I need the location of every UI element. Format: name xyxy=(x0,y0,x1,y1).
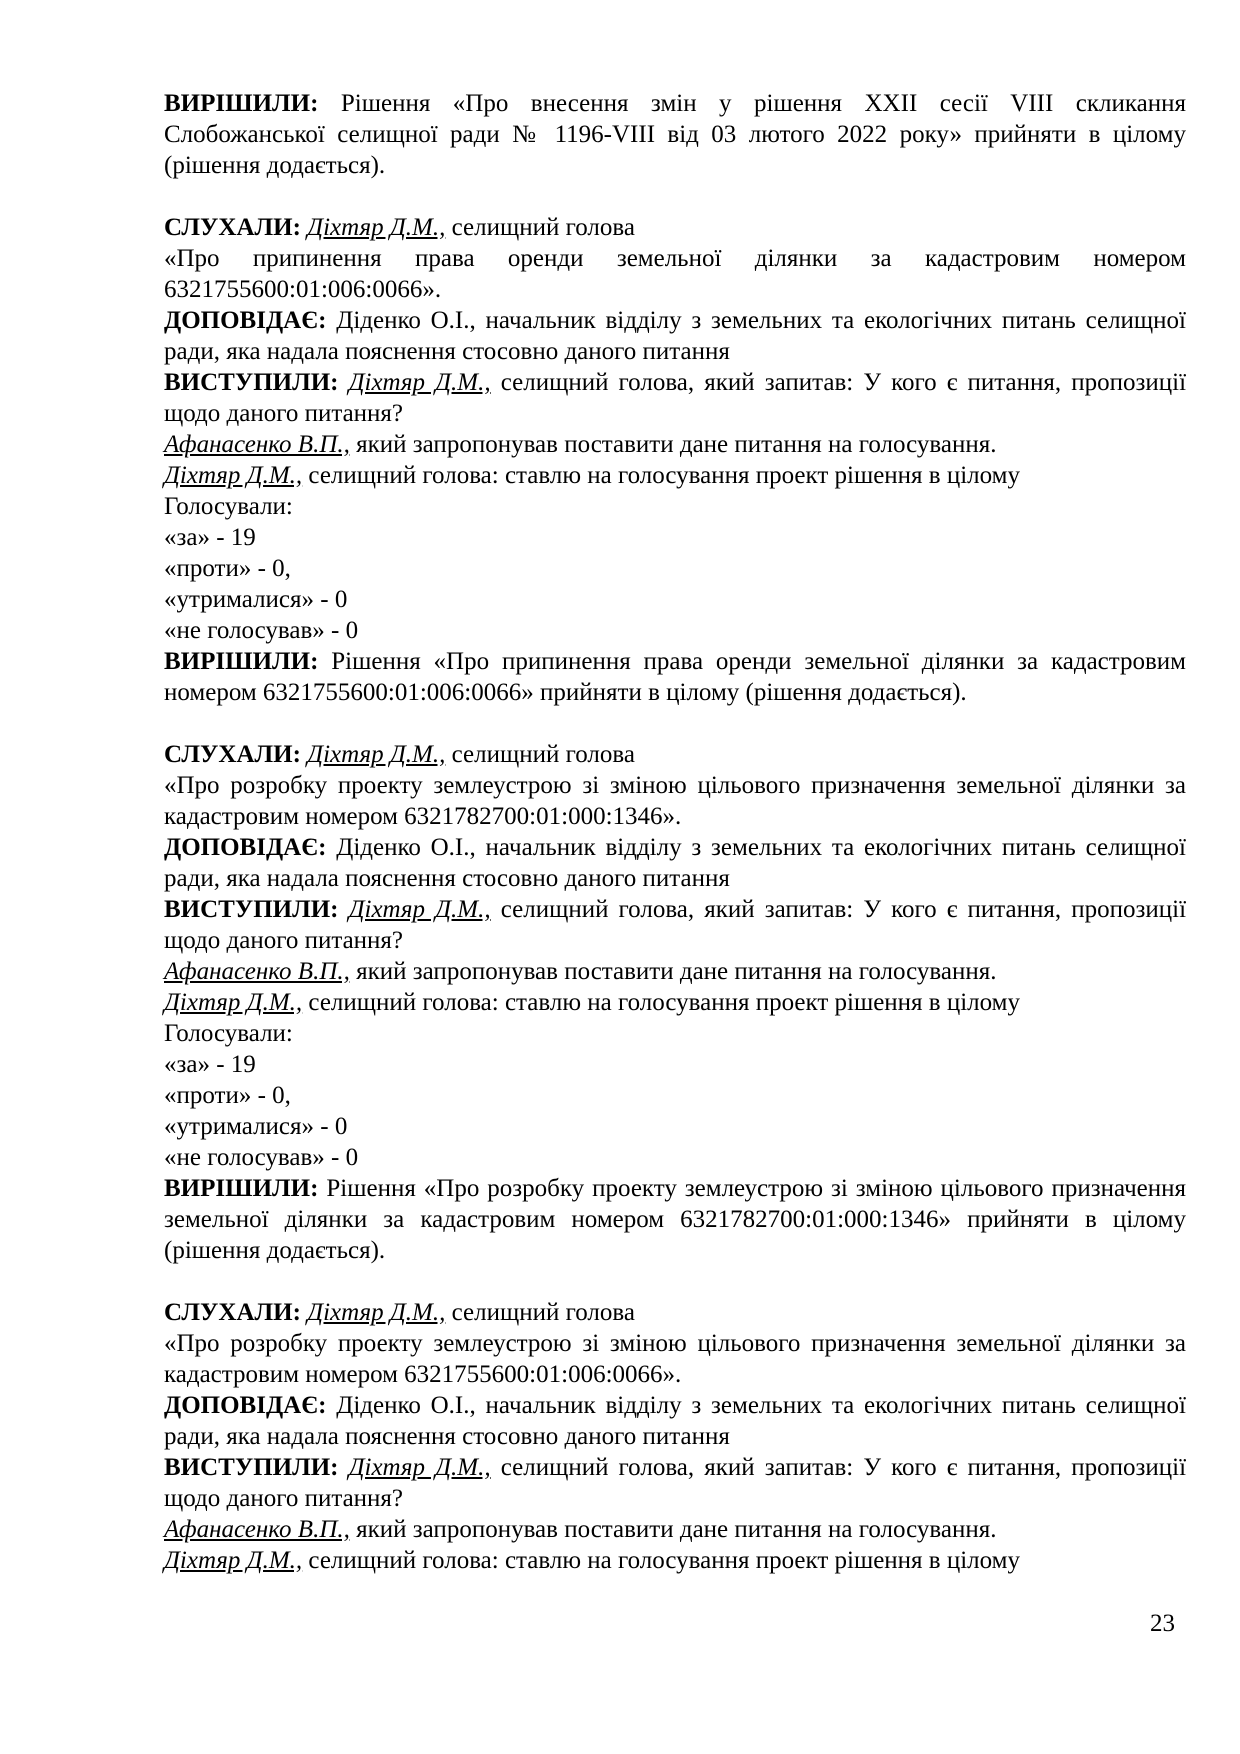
vote-abstained: «утрималися» - 0 xyxy=(164,1113,348,1140)
question-text: селищний голова, який запитав: У кого є питання, пропозиції щодо даного питання? xyxy=(164,896,1187,954)
speaker-name: Діхтяр Д.М., xyxy=(348,896,491,923)
decided-label: ВИРІШИЛИ: xyxy=(164,90,319,117)
spoke-paragraph xyxy=(164,1452,1186,1514)
decision-text: Рішення «Про припинення права оренди земельної ділянки за кадастровим номером 6321755600:01:006:0066» прийняти в цілому (рішення додається). xyxy=(164,648,1186,706)
spoke-paragraph xyxy=(164,367,1186,429)
decided-label: ВИРІШИЛИ: xyxy=(164,1175,319,1202)
vote-call-line xyxy=(164,1545,1186,1576)
proposal-line xyxy=(164,956,1186,987)
reported-paragraph xyxy=(164,832,1186,894)
decision-text: Рішення «Про внесення змін у рішення ХХІІ сесії VIІІ скликання Слобожанської селищної ради № 1196-VIІІ від 03 лютого 2022 року» прийняти в цілому (рішення додається). xyxy=(164,90,1186,179)
speaker-name: Діхтяр Д.М., xyxy=(307,214,446,241)
agenda-topic: «Про розробку проекту землеустрою зі зміною цільового призначення земельної ділянки за кадастровим номером 6321755600:01:006:0066». xyxy=(164,1330,1186,1388)
reported-label: ДОПОВІДАЄ: xyxy=(164,1392,327,1419)
vote-against: «проти» - 0, xyxy=(164,555,291,582)
question-text: селищний голова, який запитав: У кого є питання, пропозиції щодо даного питання? xyxy=(164,369,1187,427)
proposal-text: який запропонував поставити дане питання на голосування. xyxy=(349,1516,997,1543)
decision-paragraph xyxy=(164,646,1186,708)
heard-line xyxy=(164,212,1186,243)
heard-label: СЛУХАЛИ: xyxy=(164,741,301,768)
vote-for: «за» - 19 xyxy=(164,524,256,551)
page-number: 23 xyxy=(1150,1610,1175,1637)
proposer-name: Афанасенко В.П., xyxy=(164,431,350,458)
reported-paragraph xyxy=(164,1390,1186,1452)
speaker-name: Діхтяр Д.М., xyxy=(348,369,491,396)
speaker-name: Діхтяр Д.М., xyxy=(164,989,303,1016)
heard-label: СЛУХАЛИ: xyxy=(164,214,301,241)
document-page xyxy=(164,88,1186,1576)
vote-for: «за» - 19 xyxy=(164,1051,256,1078)
reported-paragraph xyxy=(164,305,1186,367)
reporter-text: Діденко О.І., начальник відділу з земельних та екологічних питань селищної ради, яка надала пояснення стосовно даного питання xyxy=(164,307,1186,365)
spoke-label: ВИСТУПИЛИ: xyxy=(164,369,339,396)
proposal-text: який запропонував поставити дане питання на голосування. xyxy=(349,958,997,985)
vote-call-text: селищний голова: ставлю на голосування проект рішення в цілому xyxy=(302,989,1020,1016)
reported-label: ДОПОВІДАЄ: xyxy=(164,307,327,334)
proposal-line xyxy=(164,1514,1186,1545)
speaker-title: селищний голова xyxy=(445,214,635,241)
vote-against: «проти» - 0, xyxy=(164,1082,291,1109)
decision-paragraph xyxy=(164,1173,1186,1266)
heard-line xyxy=(164,1297,1186,1328)
proposer-name: Афанасенко В.П., xyxy=(164,1516,350,1543)
vote-call-line xyxy=(164,987,1186,1018)
reporter-text: Діденко О.І., начальник відділу з земельних та екологічних питань селищної ради, яка надала пояснення стосовно даного питання xyxy=(164,1392,1186,1450)
proposal-line xyxy=(164,429,1186,460)
spoke-label: ВИСТУПИЛИ: xyxy=(164,896,339,923)
voting-title: Голосували: xyxy=(164,493,293,520)
speaker-name: Діхтяр Д.М., xyxy=(164,462,303,489)
vote-call-text: селищний голова: ставлю на голосування проект рішення в цілому xyxy=(302,462,1020,489)
vote-not-voted: «не голосував» - 0 xyxy=(164,1144,359,1171)
proposal-text: який запропонував поставити дане питання на голосування. xyxy=(349,431,997,458)
speaker-name: Діхтяр Д.М., xyxy=(348,1454,491,1481)
agenda-topic: «Про розробку проекту землеустрою зі зміною цільового призначення земельної ділянки за кадастровим номером 6321782700:01:000:1346». xyxy=(164,772,1186,830)
spoke-paragraph xyxy=(164,894,1186,956)
speaker-name: Діхтяр Д.М., xyxy=(307,1299,446,1326)
spoke-label: ВИСТУПИЛИ: xyxy=(164,1454,339,1481)
voting-title: Голосували: xyxy=(164,1020,293,1047)
vote-not-voted: «не голосував» - 0 xyxy=(164,617,359,644)
vote-call-text: селищний голова: ставлю на голосування проект рішення в цілому xyxy=(302,1547,1020,1574)
heard-line xyxy=(164,739,1186,770)
speaker-title: селищний голова xyxy=(445,741,635,768)
heard-label: СЛУХАЛИ: xyxy=(164,1299,301,1326)
vote-call-line xyxy=(164,460,1186,491)
decided-label: ВИРІШИЛИ: xyxy=(164,648,319,675)
reporter-text: Діденко О.І., начальник відділу з земельних та екологічних питань селищної ради, яка надала пояснення стосовно даного питання xyxy=(164,834,1186,892)
speaker-title: селищний голова xyxy=(445,1299,635,1326)
decision-text: Рішення «Про розробку проекту землеустрою зі зміною цільового призначення земельної ділянки за кадастровим номером 6321782700:01:000:1346» прийняти в цілому (рішення додається). xyxy=(164,1175,1186,1264)
reported-label: ДОПОВІДАЄ: xyxy=(164,834,327,861)
vote-abstained: «утрималися» - 0 xyxy=(164,586,348,613)
question-text: селищний голова, який запитав: У кого є питання, пропозиції щодо даного питання? xyxy=(164,1454,1187,1512)
speaker-name: Діхтяр Д.М., xyxy=(164,1547,303,1574)
proposer-name: Афанасенко В.П., xyxy=(164,958,350,985)
speaker-name: Діхтяр Д.М., xyxy=(307,741,446,768)
decision-paragraph xyxy=(164,88,1186,181)
agenda-topic: «Про припинення права оренди земельної ділянки за кадастровим номером 6321755600:01:006:0066». xyxy=(164,245,1186,303)
